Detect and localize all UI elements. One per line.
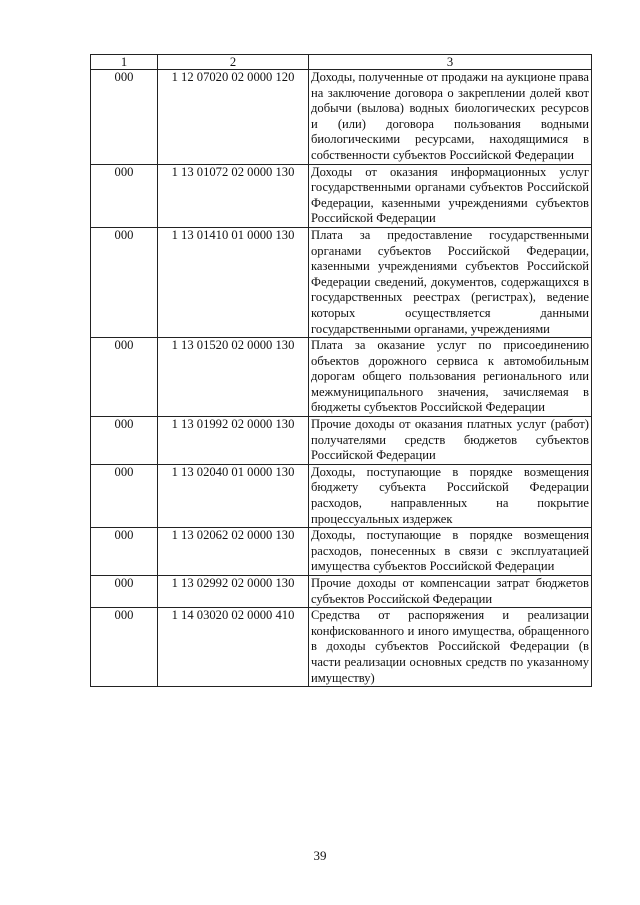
table-row	[91, 576, 592, 608]
revenue-name-cell: Доходы, полученные от продажи на аукционе права на заключение договора о закреплении долей квот добычи (вылова) водных биологических ресурсов и (или) договора пользования водными биологическими ресурсами, находящимися в собственности субъектов Российской Федерации	[309, 70, 592, 165]
table-row	[91, 608, 592, 687]
classification-code-cell: 000	[91, 227, 158, 337]
budget-code-cell: 1 13 02040 01 0000 130	[158, 464, 309, 527]
revenue-name-cell: Доходы от оказания информационных услуг государственными органами субъектов Российской Федерации, казенными учреждениями субъектов Российской Федерации	[309, 164, 592, 227]
revenue-name-cell: Доходы, поступающие в порядке возмещения расходов, понесенных в связи с эксплуатацией имущества субъектов Российской Федерации	[309, 528, 592, 576]
classification-code-cell: 000	[91, 164, 158, 227]
budget-code-cell: 1 13 02062 02 0000 130	[158, 528, 309, 576]
table-row	[91, 464, 592, 527]
revenue-name-cell: Плата за оказание услуг по присоединению объектов дорожного сервиса к автомобильным дорогам общего пользования регионального или межмуниципального значения, зачисляемая в бюджеты субъектов Российской Федерации	[309, 338, 592, 417]
classification-code-cell: 000	[91, 338, 158, 417]
table-body	[91, 70, 592, 687]
table-row	[91, 70, 592, 165]
revenue-name-cell: Средства от распоряжения и реализации конфискованного и иного имущества, обращенного в доходы субъектов Российской Федерации (в части реализации основных средств по указанному имуществу)	[309, 608, 592, 687]
table-header-row	[91, 55, 592, 70]
classification-code-cell: 000	[91, 528, 158, 576]
revenue-name-cell: Плата за предоставление государственными органами субъектов Российской Федерации, казенными учреждениями субъектов Российской Федерации сведений, документов, содержащихся в государственных реестрах (регистрах), ведение которых осуществляется данными государственными органами, учреждениями	[309, 227, 592, 337]
table-row	[91, 338, 592, 417]
classification-code-cell: 000	[91, 576, 158, 608]
revenue-codes-table	[90, 54, 592, 687]
budget-code-cell: 1 13 02992 02 0000 130	[158, 576, 309, 608]
column-header-1: 1	[91, 55, 158, 70]
table-row	[91, 164, 592, 227]
budget-code-cell: 1 13 01520 02 0000 130	[158, 338, 309, 417]
column-header-2: 2	[158, 55, 309, 70]
classification-code-cell: 000	[91, 70, 158, 165]
column-header-3: 3	[309, 55, 592, 70]
budget-code-cell: 1 13 01072 02 0000 130	[158, 164, 309, 227]
classification-code-cell: 000	[91, 464, 158, 527]
revenue-name-cell: Прочие доходы от компенсации затрат бюджетов субъектов Российской Федерации	[309, 576, 592, 608]
page-number: 39	[313, 848, 327, 863]
classification-code-cell: 000	[91, 608, 158, 687]
table-row	[91, 417, 592, 465]
classification-code-cell: 000	[91, 417, 158, 465]
revenue-name-cell: Прочие доходы от оказания платных услуг (работ) получателями средств бюджетов субъектов Российской Федерации	[309, 417, 592, 465]
budget-code-cell: 1 14 03020 02 0000 410	[158, 608, 309, 687]
table-row	[91, 227, 592, 337]
revenue-name-cell: Доходы, поступающие в порядке возмещения бюджету субъекта Российской Федерации расходов, направленных на покрытие процессуальных издержек	[309, 464, 592, 527]
budget-code-cell: 1 13 01992 02 0000 130	[158, 417, 309, 465]
budget-code-cell: 1 12 07020 02 0000 120	[158, 70, 309, 165]
budget-code-cell: 1 13 01410 01 0000 130	[158, 227, 309, 337]
table-row	[91, 528, 592, 576]
